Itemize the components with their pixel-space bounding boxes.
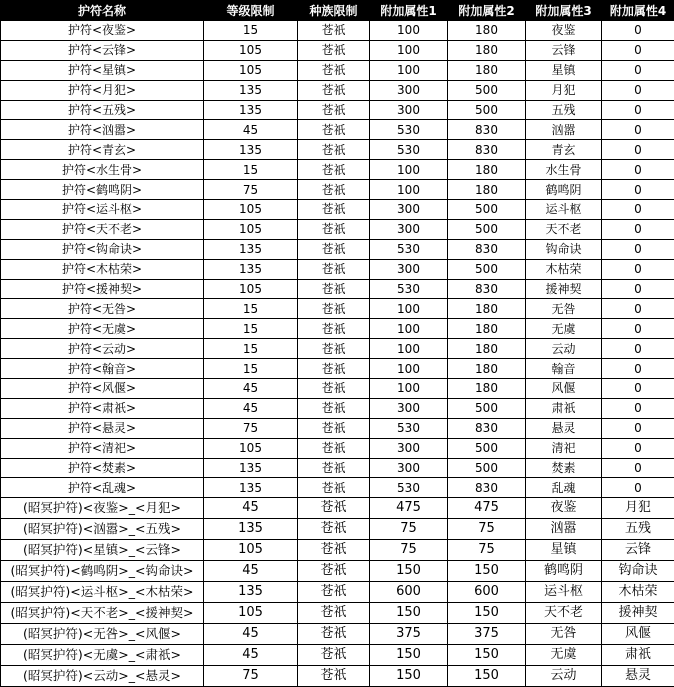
cell-attr-2: 180 [448,299,526,319]
cell-attr-1: 100 [370,379,448,399]
cell-attr-1: 150 [370,666,448,687]
cell-amulet-name: (昭冥护符)<星镇>_<云锋> [1,540,204,561]
cell-level-limit: 105 [204,438,298,458]
cell-level-limit: 75 [204,666,298,687]
table-row [1,200,674,220]
header-attr-3: 附加属性3 [526,1,602,21]
table-row [1,80,674,100]
cell-level-limit: 45 [204,498,298,519]
cell-attr-2: 180 [448,319,526,339]
table-header [1,1,674,21]
table-row [1,180,674,200]
cell-attr-1: 150 [370,603,448,624]
table-row [1,359,674,379]
cell-attr-3: 云锋 [526,40,602,60]
cell-level-limit: 105 [204,219,298,239]
cell-level-limit: 45 [204,379,298,399]
cell-level-limit: 105 [204,279,298,299]
cell-amulet-name: 护符<风偃> [1,379,204,399]
cell-attr-3: 鹤鸣阴 [526,180,602,200]
cell-attr-2: 180 [448,379,526,399]
table-row [1,140,674,160]
cell-attr-1: 300 [370,219,448,239]
cell-level-limit: 15 [204,160,298,180]
cell-attr-4: 0 [602,200,674,220]
table-row [1,519,674,540]
cell-level-limit: 135 [204,519,298,540]
cell-attr-4: 0 [602,279,674,299]
cell-attr-2: 375 [448,624,526,645]
cell-attr-4: 五残 [602,519,674,540]
cell-race-limit: 苍祇 [298,561,370,582]
cell-attr-1: 530 [370,418,448,438]
cell-attr-2: 500 [448,200,526,220]
cell-race-limit: 苍祇 [298,80,370,100]
cell-attr-1: 375 [370,624,448,645]
cell-attr-4: 月犯 [602,498,674,519]
cell-race-limit: 苍祇 [298,299,370,319]
cell-race-limit: 苍祇 [298,180,370,200]
cell-attr-1: 150 [370,645,448,666]
table-row [1,561,674,582]
cell-race-limit: 苍祇 [298,21,370,41]
cell-amulet-name: (昭冥护符)<汹嚣>_<五残> [1,519,204,540]
cell-attr-1: 475 [370,498,448,519]
cell-attr-4: 0 [602,219,674,239]
cell-level-limit: 135 [204,239,298,259]
cell-attr-3: 星镇 [526,540,602,561]
cell-race-limit: 苍祇 [298,438,370,458]
cell-attr-3: 焚素 [526,458,602,478]
cell-attr-3: 月犯 [526,80,602,100]
cell-amulet-name: 护符<清祀> [1,438,204,458]
cell-attr-4: 0 [602,180,674,200]
header-level-limit: 等级限制 [204,1,298,21]
cell-attr-3: 钩命诀 [526,239,602,259]
cell-attr-2: 180 [448,40,526,60]
cell-attr-3: 运斗枢 [526,582,602,603]
table-row [1,279,674,299]
table-row [1,478,674,498]
cell-amulet-name: 护符<钩命诀> [1,239,204,259]
cell-attr-2: 830 [448,239,526,259]
cell-attr-1: 100 [370,319,448,339]
table-row [1,603,674,624]
cell-level-limit: 135 [204,458,298,478]
cell-amulet-name: 护符<月犯> [1,80,204,100]
cell-amulet-name: 护符<夜鉴> [1,21,204,41]
cell-attr-3: 鹤鸣阴 [526,561,602,582]
cell-amulet-name: 护符<翰音> [1,359,204,379]
cell-race-limit: 苍祇 [298,498,370,519]
table-row [1,624,674,645]
cell-attr-4: 钩命诀 [602,561,674,582]
cell-attr-2: 180 [448,21,526,41]
cell-attr-3: 风偃 [526,379,602,399]
cell-race-limit: 苍祇 [298,219,370,239]
cell-attr-4: 0 [602,458,674,478]
table-row [1,239,674,259]
cell-amulet-name: 护符<天不老> [1,219,204,239]
cell-attr-1: 100 [370,359,448,379]
cell-attr-3: 星镇 [526,60,602,80]
cell-attr-4: 0 [602,140,674,160]
cell-attr-4: 0 [602,379,674,399]
cell-race-limit: 苍祇 [298,200,370,220]
cell-race-limit: 苍祇 [298,60,370,80]
table-row [1,219,674,239]
cell-level-limit: 45 [204,120,298,140]
cell-attr-3: 运斗枢 [526,200,602,220]
cell-attr-2: 150 [448,561,526,582]
cell-amulet-name: (昭冥护符)<天不老>_<援神契> [1,603,204,624]
cell-amulet-name: 护符<焚素> [1,458,204,478]
cell-amulet-name: (昭冥护符)<云动>_<悬灵> [1,666,204,687]
cell-attr-1: 300 [370,100,448,120]
cell-race-limit: 苍祇 [298,160,370,180]
cell-amulet-name: 护符<悬灵> [1,418,204,438]
cell-level-limit: 135 [204,80,298,100]
cell-race-limit: 苍祇 [298,458,370,478]
cell-level-limit: 135 [204,100,298,120]
cell-attr-4: 0 [602,359,674,379]
cell-attr-2: 500 [448,219,526,239]
cell-attr-4: 0 [602,160,674,180]
cell-attr-4: 0 [602,21,674,41]
cell-attr-1: 100 [370,160,448,180]
cell-attr-3: 无虞 [526,319,602,339]
cell-attr-3: 天不老 [526,219,602,239]
cell-level-limit: 135 [204,140,298,160]
table-row [1,540,674,561]
cell-attr-3: 木枯荣 [526,259,602,279]
table-row [1,160,674,180]
cell-race-limit: 苍祇 [298,259,370,279]
cell-amulet-name: (昭冥护符)<无虞>_<肃祇> [1,645,204,666]
cell-attr-2: 830 [448,418,526,438]
cell-attr-1: 300 [370,200,448,220]
cell-level-limit: 45 [204,561,298,582]
cell-level-limit: 135 [204,259,298,279]
cell-level-limit: 105 [204,540,298,561]
table-row [1,40,674,60]
cell-amulet-name: 护符<鹤鸣阴> [1,180,204,200]
cell-level-limit: 135 [204,478,298,498]
cell-race-limit: 苍祇 [298,645,370,666]
cell-level-limit: 105 [204,40,298,60]
table-row [1,398,674,418]
cell-attr-4: 悬灵 [602,666,674,687]
cell-attr-4: 0 [602,60,674,80]
table-row [1,100,674,120]
table-row [1,498,674,519]
cell-attr-4: 0 [602,120,674,140]
cell-attr-2: 180 [448,60,526,80]
cell-race-limit: 苍祇 [298,140,370,160]
cell-attr-4: 肃祇 [602,645,674,666]
cell-amulet-name: (昭冥护符)<鹤鸣阴>_<钩命诀> [1,561,204,582]
cell-attr-1: 150 [370,561,448,582]
cell-attr-1: 300 [370,438,448,458]
cell-level-limit: 105 [204,603,298,624]
cell-race-limit: 苍祇 [298,666,370,687]
cell-attr-2: 150 [448,666,526,687]
cell-attr-2: 75 [448,519,526,540]
cell-attr-1: 75 [370,519,448,540]
cell-attr-2: 180 [448,359,526,379]
table-row [1,458,674,478]
table-row [1,666,674,687]
table-row [1,21,674,41]
cell-attr-3: 汹嚣 [526,519,602,540]
cell-race-limit: 苍祇 [298,279,370,299]
cell-attr-1: 600 [370,582,448,603]
cell-attr-3: 无咎 [526,624,602,645]
cell-attr-1: 300 [370,80,448,100]
cell-amulet-name: 护符<无咎> [1,299,204,319]
cell-attr-4: 0 [602,319,674,339]
cell-attr-4: 0 [602,100,674,120]
table-row [1,60,674,80]
cell-amulet-name: 护符<云动> [1,339,204,359]
cell-level-limit: 105 [204,200,298,220]
cell-amulet-name: 护符<汹嚣> [1,120,204,140]
cell-race-limit: 苍祇 [298,239,370,259]
table-row [1,120,674,140]
table-row [1,259,674,279]
cell-attr-2: 500 [448,80,526,100]
cell-attr-4: 0 [602,478,674,498]
cell-race-limit: 苍祇 [298,319,370,339]
cell-amulet-name: 护符<乱魂> [1,478,204,498]
cell-level-limit: 15 [204,21,298,41]
table-row [1,418,674,438]
cell-race-limit: 苍祇 [298,398,370,418]
table-row [1,438,674,458]
cell-amulet-name: (昭冥护符)<无咎>_<风偃> [1,624,204,645]
cell-amulet-name: (昭冥护符)<夜鉴>_<月犯> [1,498,204,519]
cell-attr-2: 475 [448,498,526,519]
cell-attr-2: 150 [448,603,526,624]
cell-race-limit: 苍祇 [298,40,370,60]
cell-amulet-name: (昭冥护符)<运斗枢>_<木枯荣> [1,582,204,603]
cell-race-limit: 苍祇 [298,478,370,498]
cell-race-limit: 苍祇 [298,379,370,399]
cell-race-limit: 苍祇 [298,582,370,603]
cell-level-limit: 15 [204,299,298,319]
table-row [1,299,674,319]
cell-attr-1: 300 [370,259,448,279]
cell-attr-2: 600 [448,582,526,603]
header-amulet-name: 护符名称 [1,1,204,21]
cell-level-limit: 15 [204,339,298,359]
cell-attr-1: 530 [370,140,448,160]
cell-attr-1: 100 [370,339,448,359]
cell-attr-1: 100 [370,60,448,80]
cell-race-limit: 苍祇 [298,100,370,120]
cell-attr-4: 0 [602,239,674,259]
cell-attr-3: 翰音 [526,359,602,379]
cell-race-limit: 苍祇 [298,540,370,561]
cell-attr-2: 180 [448,339,526,359]
cell-race-limit: 苍祇 [298,418,370,438]
cell-attr-1: 100 [370,21,448,41]
cell-attr-1: 300 [370,458,448,478]
cell-attr-2: 75 [448,540,526,561]
cell-attr-3: 乱魂 [526,478,602,498]
cell-attr-1: 300 [370,398,448,418]
cell-attr-3: 悬灵 [526,418,602,438]
cell-attr-2: 830 [448,140,526,160]
cell-attr-3: 援神契 [526,279,602,299]
header-row [1,1,674,21]
cell-attr-2: 180 [448,180,526,200]
cell-attr-3: 汹嚣 [526,120,602,140]
cell-attr-3: 云动 [526,339,602,359]
header-race-limit: 种族限制 [298,1,370,21]
cell-attr-2: 500 [448,438,526,458]
cell-level-limit: 75 [204,180,298,200]
cell-attr-2: 830 [448,279,526,299]
cell-attr-2: 150 [448,645,526,666]
cell-attr-4: 云锋 [602,540,674,561]
cell-amulet-name: 护符<五残> [1,100,204,120]
cell-amulet-name: 护符<援神契> [1,279,204,299]
cell-attr-4: 0 [602,40,674,60]
cell-level-limit: 75 [204,418,298,438]
cell-attr-4: 0 [602,299,674,319]
cell-attr-2: 180 [448,160,526,180]
cell-attr-2: 500 [448,458,526,478]
cell-race-limit: 苍祇 [298,359,370,379]
table-row [1,379,674,399]
cell-amulet-name: 护符<星镇> [1,60,204,80]
table-row [1,645,674,666]
cell-amulet-name: 护符<青玄> [1,140,204,160]
cell-attr-4: 0 [602,438,674,458]
cell-attr-4: 0 [602,259,674,279]
cell-attr-3: 水生骨 [526,160,602,180]
table-row [1,319,674,339]
cell-race-limit: 苍祇 [298,603,370,624]
cell-level-limit: 15 [204,359,298,379]
cell-amulet-name: 护符<运斗枢> [1,200,204,220]
cell-attr-1: 75 [370,540,448,561]
cell-level-limit: 15 [204,319,298,339]
cell-attr-1: 530 [370,120,448,140]
table-row [1,582,674,603]
cell-attr-3: 五残 [526,100,602,120]
cell-amulet-name: 护符<木枯荣> [1,259,204,279]
cell-attr-1: 100 [370,299,448,319]
cell-attr-3: 云动 [526,666,602,687]
cell-amulet-name: 护符<云锋> [1,40,204,60]
cell-amulet-name: 护符<水生骨> [1,160,204,180]
cell-attr-3: 天不老 [526,603,602,624]
cell-level-limit: 45 [204,645,298,666]
header-attr-2: 附加属性2 [448,1,526,21]
cell-level-limit: 45 [204,398,298,418]
header-attr-4: 附加属性4 [602,1,674,21]
cell-attr-2: 500 [448,398,526,418]
cell-attr-1: 100 [370,180,448,200]
cell-race-limit: 苍祇 [298,624,370,645]
cell-attr-4: 援神契 [602,603,674,624]
cell-attr-4: 风偃 [602,624,674,645]
cell-attr-3: 青玄 [526,140,602,160]
cell-attr-1: 530 [370,478,448,498]
cell-attr-4: 0 [602,80,674,100]
table-row [1,339,674,359]
cell-attr-4: 0 [602,339,674,359]
cell-attr-2: 830 [448,478,526,498]
cell-attr-1: 530 [370,239,448,259]
header-attr-1: 附加属性1 [370,1,448,21]
cell-attr-2: 500 [448,100,526,120]
cell-attr-3: 夜鉴 [526,498,602,519]
cell-level-limit: 135 [204,582,298,603]
cell-attr-3: 无咎 [526,299,602,319]
cell-attr-3: 清祀 [526,438,602,458]
cell-race-limit: 苍祇 [298,339,370,359]
cell-race-limit: 苍祇 [298,120,370,140]
cell-level-limit: 105 [204,60,298,80]
cell-attr-1: 530 [370,279,448,299]
cell-amulet-name: 护符<肃祇> [1,398,204,418]
cell-amulet-name: 护符<无虞> [1,319,204,339]
table-body [1,21,674,687]
cell-attr-2: 500 [448,259,526,279]
cell-attr-3: 肃祇 [526,398,602,418]
cell-attr-2: 830 [448,120,526,140]
cell-race-limit: 苍祇 [298,519,370,540]
cell-attr-3: 夜鉴 [526,21,602,41]
cell-attr-4: 木枯荣 [602,582,674,603]
cell-attr-4: 0 [602,418,674,438]
cell-attr-4: 0 [602,398,674,418]
cell-level-limit: 45 [204,624,298,645]
cell-attr-1: 100 [370,40,448,60]
cell-attr-3: 无虞 [526,645,602,666]
